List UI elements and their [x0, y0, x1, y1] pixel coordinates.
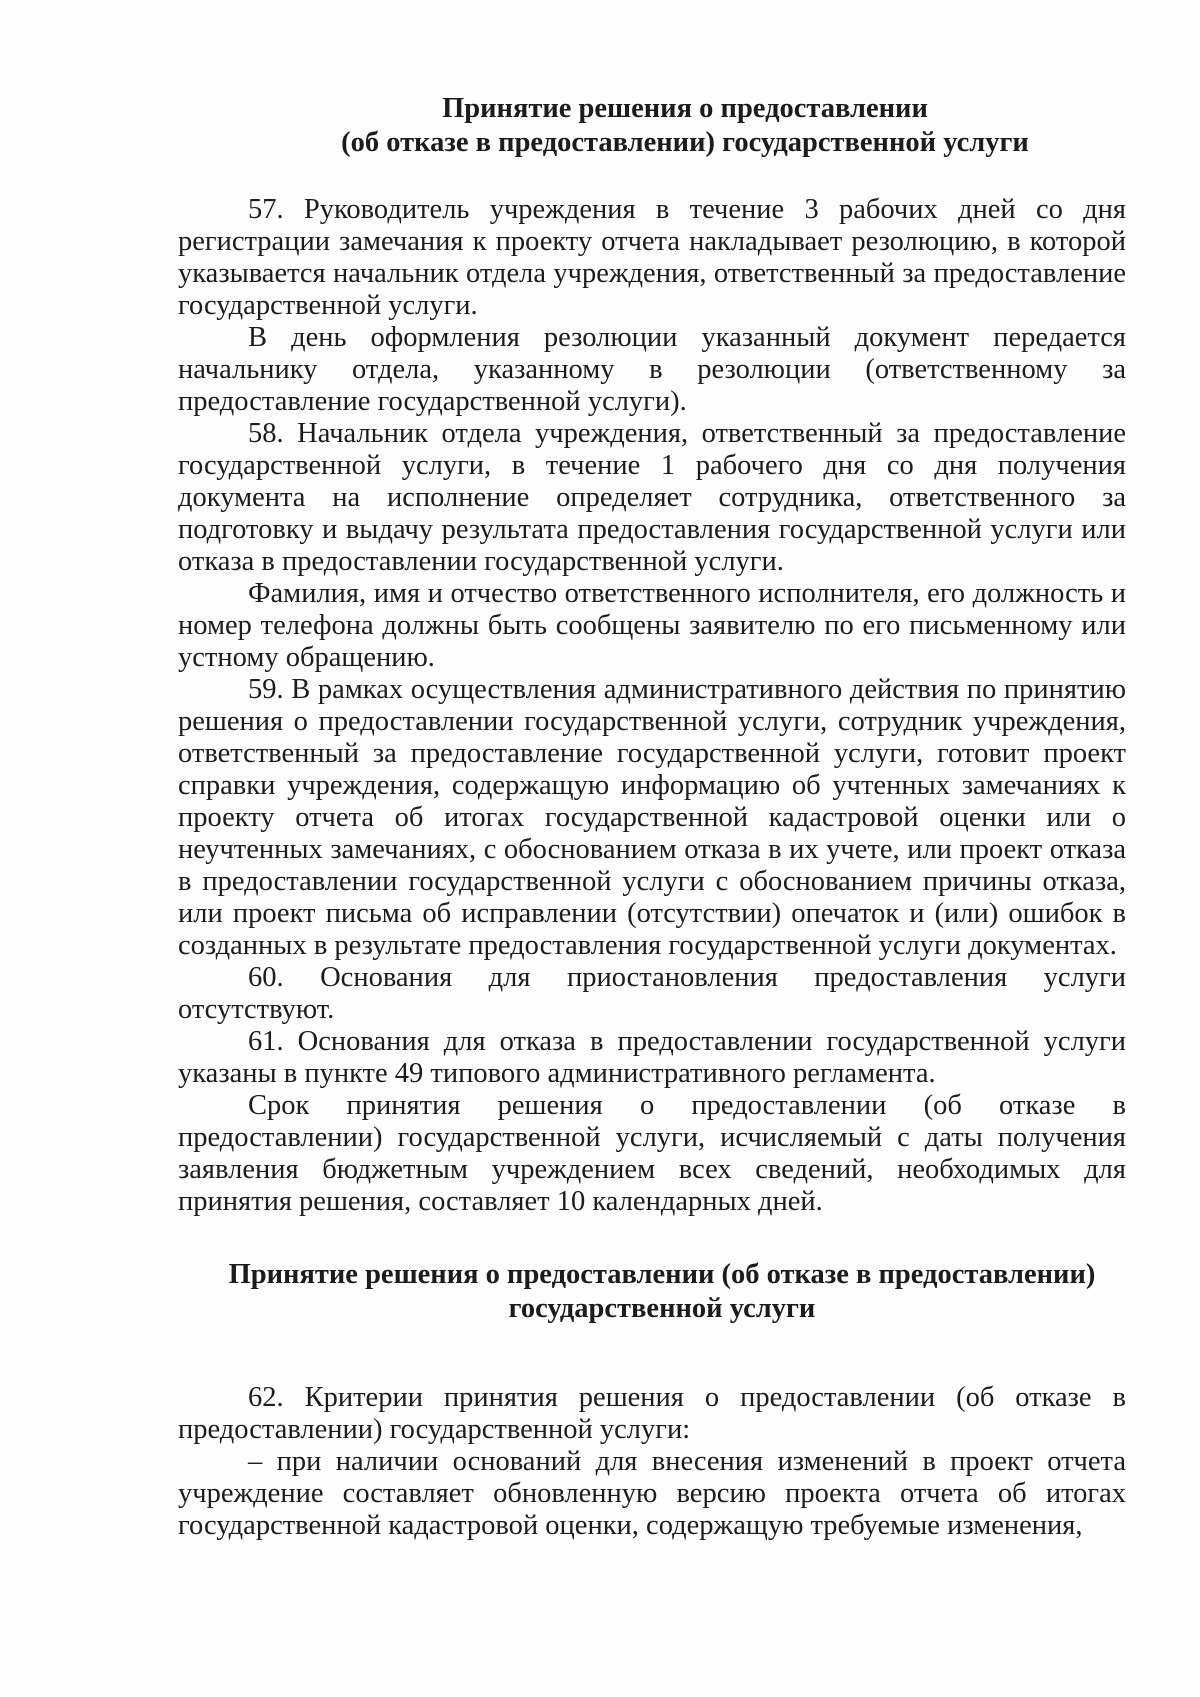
paragraph-57: 57. Руководитель учреждения в течение 3 рабочих дней со дня регистрации замечания к проекту отчета накладывает резолюцию, в которой указывается начальник отдела учреждения, ответственный за предоставление государственной услуги.: [178, 194, 1126, 321]
section-heading-2-line-1: Принятие решения о предоставлении (об отказе в предоставлении): [228, 1259, 1096, 1290]
section-heading-2-line-2: государственной услуги: [508, 1293, 816, 1324]
paragraph-decision-term: Срок принятия решения о предоставлении (об отказе в предоставлении) государственной услуги, исчисляемый с даты получения заявления бюджетным учреждением всех сведений, необходимых для принятия решения, составляет 10 календарных дней.: [178, 1090, 1126, 1217]
paragraph-resolution-transfer: В день оформления резолюции указанный документ передается начальнику отдела, указанному в резолюции (ответственному за предоставление государственной услуги).: [178, 322, 1126, 417]
section-heading-line-1: Принятие решения о предоставлении: [442, 93, 928, 124]
document-body: [178, 92, 1126, 1542]
paragraph-62: 62. Критерии принятия решения о предоставлении (об отказе в предоставлении) государственной услуги:: [178, 1382, 1126, 1445]
section-heading-line-2: (об отказе в предоставлении) государственной услуги: [341, 127, 1029, 158]
paragraph-59: 59. В рамках осуществления административного действия по принятию решения о предоставлении государственной услуги, сотрудник учреждения, ответственный за предоставление государственной услуги, готовит проект справки учреждения, содержащую информацию об учтенных замечаниях к проекту отчета об итогах государственной кадастровой оценки или о неучтенных замечаниях, с обоснованием отказа в их учете, или проект отказа в предоставлении государственной услуги с обоснованием причины отказа, или проект письма об исправлении (отсутствии) опечаток и (или) ошибок в созданных в результате предоставления государственной услуги документах.: [178, 674, 1126, 961]
section-heading: [178, 92, 1126, 160]
paragraph-executor-info: Фамилия, имя и отчество ответственного исполнителя, его должность и номер телефона должны быть сообщены заявителю по его письменному или устному обращению.: [178, 578, 1126, 673]
paragraph-58: 58. Начальник отдела учреждения, ответственный за предоставление государственной услуги, в течение 1 рабочего дня со дня получения документа на исполнение определяет сотрудника, ответственного за подготовку и выдачу результата предоставления государственной услуги или отказа в предоставлении государственной услуги.: [178, 418, 1126, 577]
paragraph-60: 60. Основания для приостановления предоставления услуги отсутствуют.: [178, 962, 1126, 1025]
paragraph-criteria-item-1: – при наличии оснований для внесения изменений в проект отчета учреждение составляет обновленную версию проекта отчета об итогах государственной кадастровой оценки, содержащую требуемые изменения,: [178, 1446, 1126, 1541]
section-heading-2: [178, 1258, 1126, 1326]
paragraph-61: 61. Основания для отказа в предоставлении государственной услуги указаны в пункте 49 типового административного регламента.: [178, 1026, 1126, 1089]
